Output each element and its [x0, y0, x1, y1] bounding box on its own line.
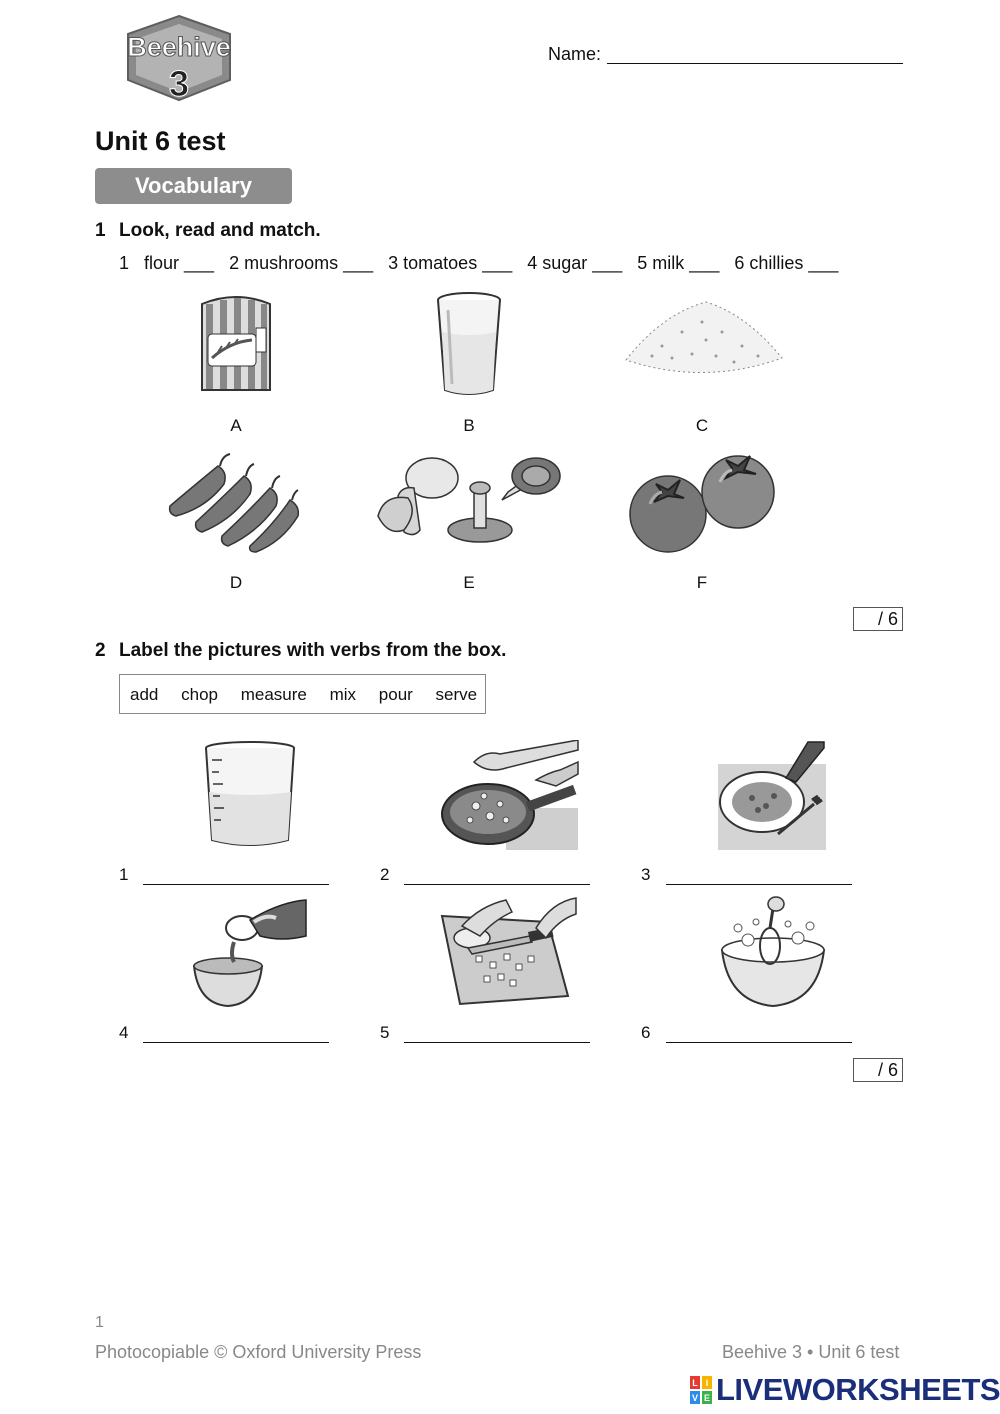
answer-field-6[interactable]: [666, 1042, 852, 1043]
word-mix: mix: [329, 685, 357, 704]
svg-text:E: E: [703, 1393, 711, 1403]
mixing-bowl-picture: [718, 894, 828, 1008]
svg-text:Beehive: Beehive: [127, 32, 231, 62]
answer-field-1[interactable]: [143, 884, 329, 885]
exercise-1-heading: [95, 220, 321, 242]
chillies-picture: [166, 450, 306, 554]
copyright-text: Photocopiable © Oxford University Press: [95, 1342, 422, 1362]
answer-number-6: 6: [641, 1023, 651, 1042]
picture-letter-a: A: [230, 416, 242, 435]
picture-letter-d: D: [229, 573, 243, 592]
exercise-2-heading: [95, 640, 506, 662]
picture-letter-f: F: [696, 573, 708, 592]
picture-letter-e: E: [463, 573, 475, 592]
word-measure: measure: [240, 685, 307, 704]
beehive-logo: [112, 12, 246, 104]
svg-text:3: 3: [168, 63, 190, 104]
svg-text:L: L: [692, 1378, 698, 1388]
answer-field-3[interactable]: [666, 884, 852, 885]
answer-number-4: 4: [119, 1023, 129, 1042]
name-label: Name:: [548, 44, 602, 64]
sugar-pile-picture: [622, 296, 786, 382]
word-add: add: [130, 685, 159, 704]
page-number: 1: [95, 1314, 104, 1331]
liveworksheets-text: LIVEWORKSHEETS: [716, 1372, 1000, 1407]
chopping-board-picture: [440, 896, 580, 1008]
word-serve: serve: [435, 685, 478, 704]
exercise-1-score-box: / 6: [853, 607, 903, 631]
exercise-number: 1: [95, 220, 106, 241]
exercise-number: 2: [95, 640, 106, 661]
svg-text:V: V: [691, 1393, 699, 1403]
exercise-2-score-box: / 6: [853, 1058, 903, 1082]
measuring-jug-picture: [202, 740, 298, 850]
pouring-into-bowl-picture: [190, 896, 310, 1008]
liveworksheets-badge-icon: [690, 1376, 712, 1404]
exercise-instruction: Label the pictures with verbs from the box.: [119, 640, 507, 661]
answer-number-5: 5: [380, 1023, 390, 1042]
book-reference: Beehive 3 • Unit 6 test: [722, 1342, 900, 1362]
svg-text:I: I: [705, 1378, 709, 1388]
answer-number-1: 1: [119, 865, 129, 884]
name-field[interactable]: [607, 63, 903, 64]
tomatoes-picture: [628, 450, 778, 554]
milk-glass-picture: [434, 290, 504, 400]
answer-field-2[interactable]: [404, 884, 590, 885]
match-items-line: 1 flour ___ 2 mushrooms ___ 3 tomatoes ___ 4 sugar ___ 5 milk ___ 6 chillies ___: [119, 253, 839, 273]
answer-number-2: 2: [380, 865, 390, 884]
answer-field-4[interactable]: [143, 1042, 329, 1043]
exercise-instruction: Look, read and match.: [119, 220, 321, 241]
liveworksheets-brand: [690, 1372, 1000, 1408]
picture-letter-c: C: [695, 416, 709, 435]
adding-to-pan-picture: [440, 740, 582, 852]
word-box: [119, 674, 486, 714]
answer-number-3: 3: [641, 865, 651, 884]
flour-bag-picture: [194, 290, 278, 396]
word-pour: pour: [378, 685, 413, 704]
picture-letter-b: B: [463, 416, 475, 435]
section-label: Vocabulary: [95, 168, 292, 204]
answer-field-5[interactable]: [404, 1042, 590, 1043]
serving-plate-picture: [716, 738, 828, 852]
word-chop: chop: [181, 685, 218, 704]
page-title: Unit 6 test: [95, 126, 226, 156]
mushrooms-picture: [374, 454, 564, 550]
